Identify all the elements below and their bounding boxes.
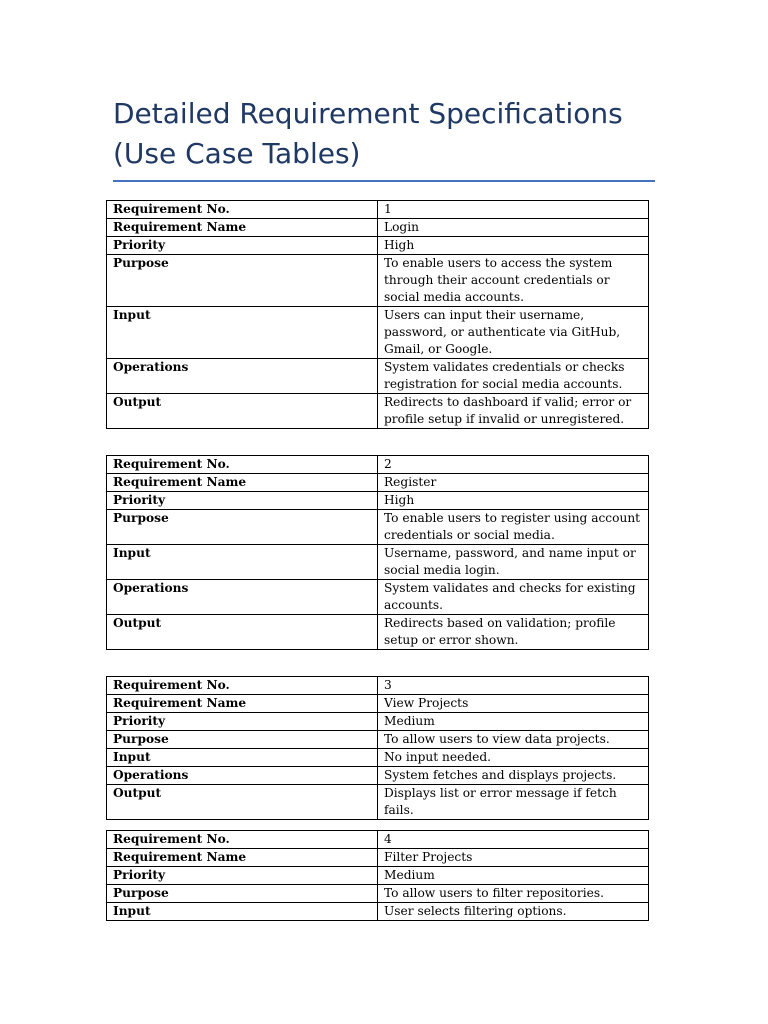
row-value: High <box>378 492 649 510</box>
table-row <box>107 885 649 903</box>
row-value: User selects filtering options. <box>378 903 649 921</box>
row-label: Input <box>107 545 378 580</box>
requirement-table-4 <box>106 830 649 921</box>
row-value: To allow users to filter repositories. <box>378 885 649 903</box>
table-row <box>107 580 649 615</box>
row-label: Priority <box>107 237 378 255</box>
row-label: Output <box>107 785 378 820</box>
row-label: Priority <box>107 492 378 510</box>
table-row <box>107 749 649 767</box>
table-row <box>107 201 649 219</box>
requirement-table-1 <box>106 200 649 429</box>
row-value: Medium <box>378 713 649 731</box>
page-title: Detailed Requirement Specifications (Use Case Tables) <box>113 97 623 170</box>
table-row <box>107 677 649 695</box>
row-label: Input <box>107 749 378 767</box>
row-value: Users can input their username, password, or authenticate via GitHub, Gmail, or Google. <box>378 307 649 359</box>
table-row <box>107 731 649 749</box>
row-label: Operations <box>107 359 378 394</box>
row-label: Output <box>107 394 378 429</box>
row-label: Output <box>107 615 378 650</box>
row-label: Requirement Name <box>107 849 378 867</box>
table-row <box>107 219 649 237</box>
row-label: Purpose <box>107 255 378 307</box>
row-label: Priority <box>107 713 378 731</box>
row-label: Operations <box>107 767 378 785</box>
row-label: Requirement Name <box>107 474 378 492</box>
table-row <box>107 545 649 580</box>
row-label: Purpose <box>107 885 378 903</box>
row-label: Operations <box>107 580 378 615</box>
row-value: System validates credentials or checks registration for social media accounts. <box>378 359 649 394</box>
row-label: Input <box>107 903 378 921</box>
row-value: Medium <box>378 867 649 885</box>
row-label: Requirement No. <box>107 677 378 695</box>
row-value: System validates and checks for existing accounts. <box>378 580 649 615</box>
table-row <box>107 492 649 510</box>
row-value: No input needed. <box>378 749 649 767</box>
row-label: Purpose <box>107 731 378 749</box>
table-row <box>107 867 649 885</box>
table-row <box>107 695 649 713</box>
row-value: Username, password, and name input or social media login. <box>378 545 649 580</box>
row-value: Register <box>378 474 649 492</box>
table-row <box>107 307 649 359</box>
table-row <box>107 767 649 785</box>
row-value: Displays list or error message if fetch fails. <box>378 785 649 820</box>
table-row <box>107 237 649 255</box>
row-value: High <box>378 237 649 255</box>
row-value: Filter Projects <box>378 849 649 867</box>
table-row <box>107 849 649 867</box>
requirement-table-3 <box>106 676 649 820</box>
table-row <box>107 474 649 492</box>
row-label: Input <box>107 307 378 359</box>
table-row <box>107 255 649 307</box>
table-row <box>107 394 649 429</box>
table-row <box>107 510 649 545</box>
row-label: Requirement No. <box>107 456 378 474</box>
row-value: Redirects based on validation; profile setup or error shown. <box>378 615 649 650</box>
row-label: Requirement No. <box>107 201 378 219</box>
row-label: Requirement Name <box>107 219 378 237</box>
row-value: 1 <box>378 201 649 219</box>
table-row <box>107 831 649 849</box>
row-label: Requirement No. <box>107 831 378 849</box>
row-value: To enable users to access the system through their account credentials or social media accounts. <box>378 255 649 307</box>
row-value: 3 <box>378 677 649 695</box>
row-label: Purpose <box>107 510 378 545</box>
requirement-table-2 <box>106 455 649 650</box>
row-value: 2 <box>378 456 649 474</box>
row-value: View Projects <box>378 695 649 713</box>
table-row <box>107 713 649 731</box>
row-value: 4 <box>378 831 649 849</box>
row-value: Login <box>378 219 649 237</box>
row-value: To enable users to register using account credentials or social media. <box>378 510 649 545</box>
row-label: Priority <box>107 867 378 885</box>
row-label: Requirement Name <box>107 695 378 713</box>
title-underline <box>113 180 655 182</box>
table-row <box>107 359 649 394</box>
row-value: Redirects to dashboard if valid; error or profile setup if invalid or unregistered. <box>378 394 649 429</box>
row-value: System fetches and displays projects. <box>378 767 649 785</box>
table-row <box>107 903 649 921</box>
table-row <box>107 785 649 820</box>
table-row <box>107 456 649 474</box>
row-value: To allow users to view data projects. <box>378 731 649 749</box>
table-row <box>107 615 649 650</box>
